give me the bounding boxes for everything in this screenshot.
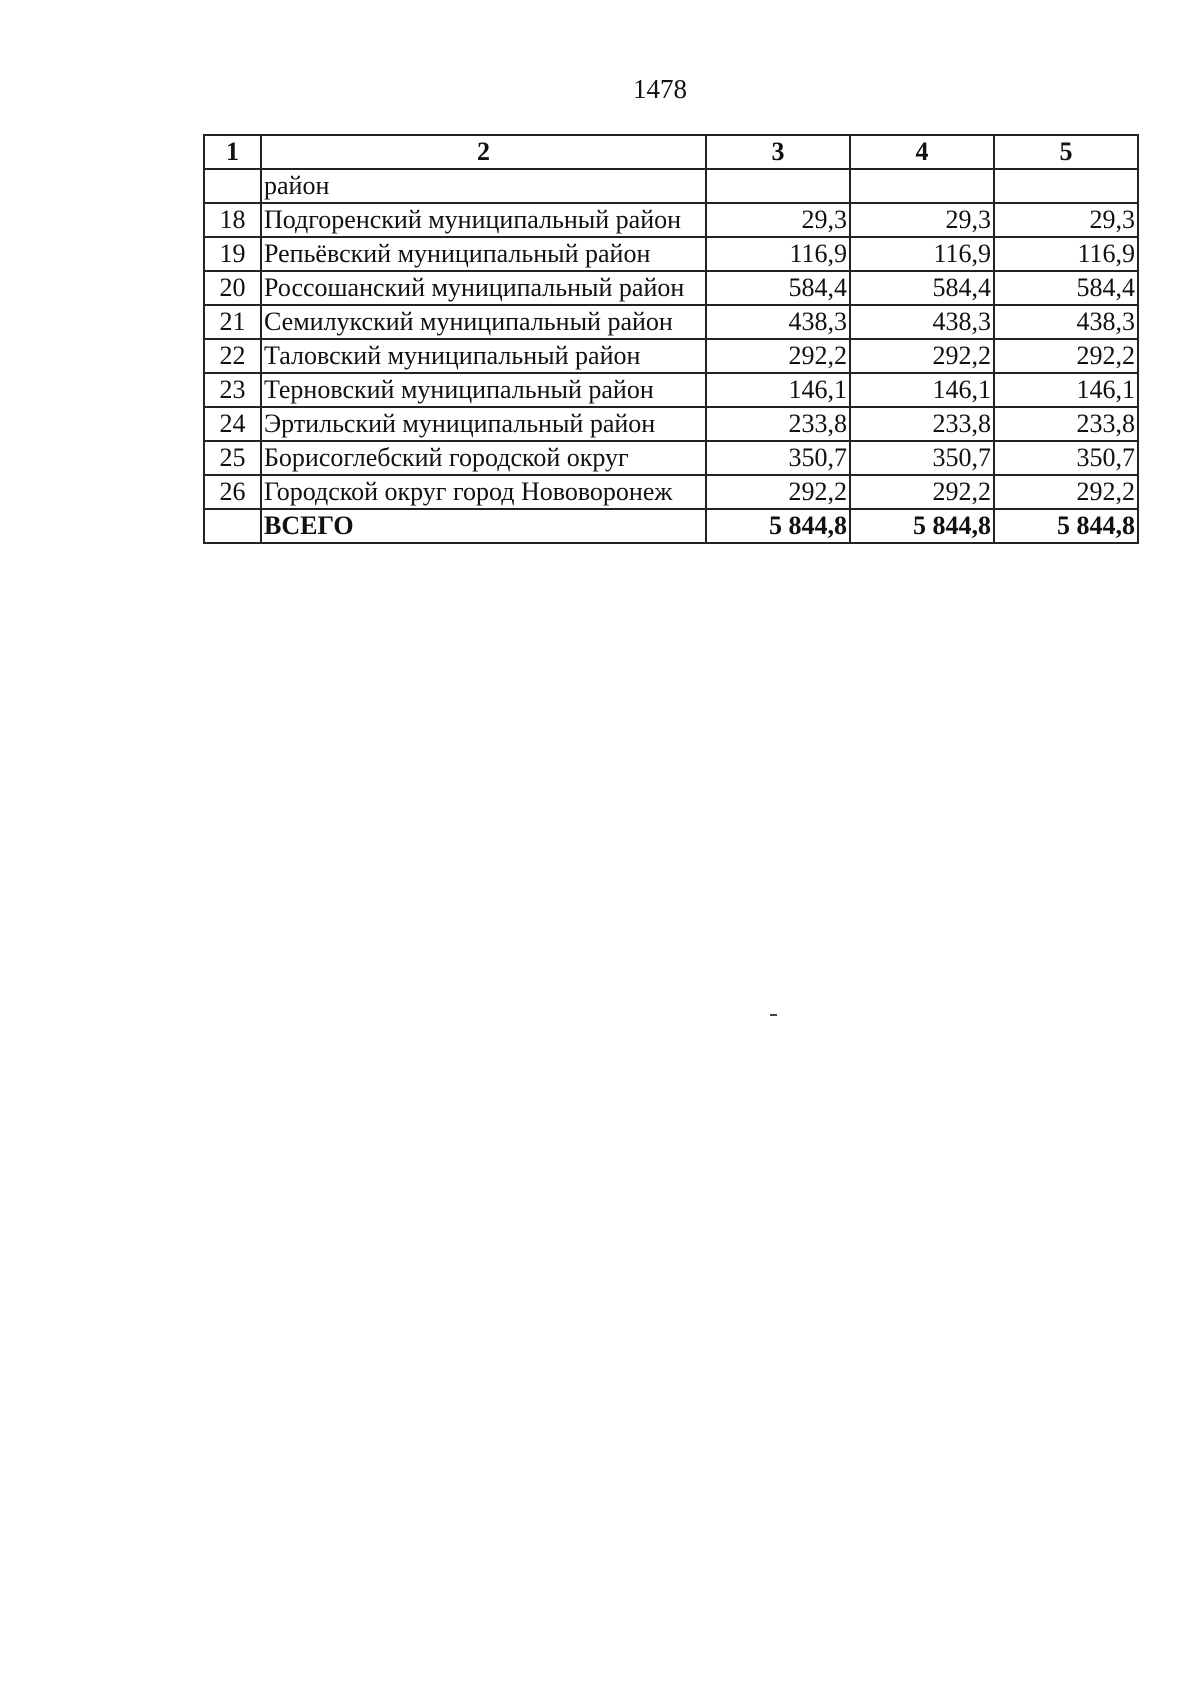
column-header: 1 xyxy=(204,135,261,169)
total-value: 5 844,8 xyxy=(850,509,994,543)
value-cell: 116,9 xyxy=(850,237,994,271)
row-number: 19 xyxy=(204,237,261,271)
value-cell: 584,4 xyxy=(850,271,994,305)
value-cell: 350,7 xyxy=(994,441,1138,475)
row-number: 26 xyxy=(204,475,261,509)
value-cell: 438,3 xyxy=(994,305,1138,339)
row-number: 25 xyxy=(204,441,261,475)
value-cell: 29,3 xyxy=(850,203,994,237)
row-number xyxy=(204,169,261,203)
value-cell: 438,3 xyxy=(706,305,850,339)
row-name: Репьёвский муниципальный район xyxy=(261,237,706,271)
column-header: 5 xyxy=(994,135,1138,169)
value-cell: 292,2 xyxy=(706,339,850,373)
row-name: Эртильский муниципальный район xyxy=(261,407,706,441)
value-cell: 116,9 xyxy=(994,237,1138,271)
row-number: 23 xyxy=(204,373,261,407)
row-name: Подгоренский муниципальный район xyxy=(261,203,706,237)
value-cell: 233,8 xyxy=(706,407,850,441)
allocation-table xyxy=(203,134,1139,544)
table-row xyxy=(204,203,1138,237)
row-number: 18 xyxy=(204,203,261,237)
total-value: 5 844,8 xyxy=(706,509,850,543)
value-cell xyxy=(706,169,850,203)
row-name: район xyxy=(261,169,706,203)
table-row xyxy=(204,271,1138,305)
table-row xyxy=(204,305,1138,339)
column-header: 2 xyxy=(261,135,706,169)
stray-mark xyxy=(770,1014,777,1016)
value-cell: 584,4 xyxy=(994,271,1138,305)
value-cell: 350,7 xyxy=(850,441,994,475)
row-number: 22 xyxy=(204,339,261,373)
table-row xyxy=(204,475,1138,509)
row-number: 24 xyxy=(204,407,261,441)
value-cell: 146,1 xyxy=(994,373,1138,407)
table-total-row xyxy=(204,509,1138,543)
row-name: Таловский муниципальный район xyxy=(261,339,706,373)
row-name: Терновский муниципальный район xyxy=(261,373,706,407)
value-cell: 438,3 xyxy=(850,305,994,339)
table-row xyxy=(204,407,1138,441)
row-name: Городской округ город Нововоронеж xyxy=(261,475,706,509)
table-row xyxy=(204,441,1138,475)
row-number xyxy=(204,509,261,543)
row-name: Борисоглебский городской округ xyxy=(261,441,706,475)
value-cell: 29,3 xyxy=(994,203,1138,237)
value-cell: 29,3 xyxy=(706,203,850,237)
value-cell xyxy=(850,169,994,203)
row-name: Россошанский муниципальный район xyxy=(261,271,706,305)
row-number: 21 xyxy=(204,305,261,339)
table-row xyxy=(204,373,1138,407)
total-label: ВСЕГО xyxy=(261,509,706,543)
row-number: 20 xyxy=(204,271,261,305)
value-cell: 292,2 xyxy=(850,339,994,373)
total-value: 5 844,8 xyxy=(994,509,1138,543)
value-cell: 233,8 xyxy=(850,407,994,441)
value-cell: 350,7 xyxy=(706,441,850,475)
value-cell: 233,8 xyxy=(994,407,1138,441)
table-row xyxy=(204,339,1138,373)
table-row xyxy=(204,237,1138,271)
value-cell: 116,9 xyxy=(706,237,850,271)
value-cell: 292,2 xyxy=(706,475,850,509)
column-header: 4 xyxy=(850,135,994,169)
value-cell: 292,2 xyxy=(994,339,1138,373)
row-name: Семилукский муниципальный район xyxy=(261,305,706,339)
value-cell xyxy=(994,169,1138,203)
column-header: 3 xyxy=(706,135,850,169)
page-number: 1478 xyxy=(633,74,687,104)
table-row-continuation xyxy=(204,169,1138,203)
value-cell: 584,4 xyxy=(706,271,850,305)
table-header-row xyxy=(204,135,1138,169)
value-cell: 146,1 xyxy=(706,373,850,407)
value-cell: 146,1 xyxy=(850,373,994,407)
value-cell: 292,2 xyxy=(850,475,994,509)
value-cell: 292,2 xyxy=(994,475,1138,509)
